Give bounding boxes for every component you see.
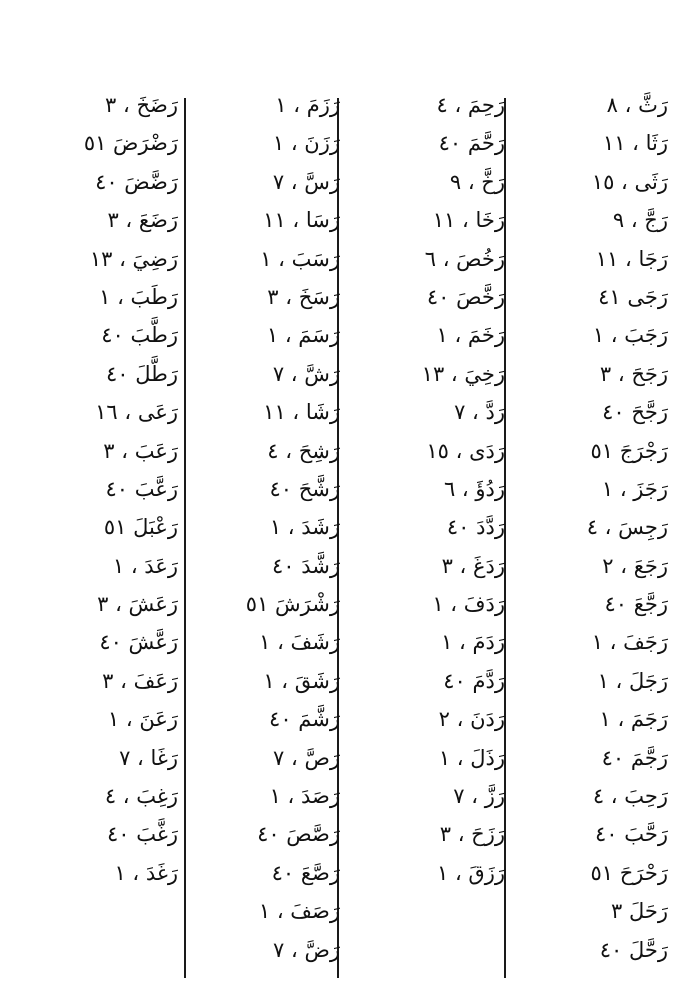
entry: رَعَنَ ، ١ xyxy=(107,707,178,732)
entry: رَجَزَ ، ١ xyxy=(601,476,668,501)
entry: رَطَّلَ ٤٠ xyxy=(106,361,178,386)
entry: رَضَّضَ ٤٠ xyxy=(95,169,178,194)
entry: رَزَقَ ، ١ xyxy=(437,860,505,885)
column-4 xyxy=(28,88,178,894)
entry: رَصَفَ ، ١ xyxy=(258,899,340,924)
entry: رَغَا ، ٧ xyxy=(119,745,178,770)
entry: رَثَا ، ١١ xyxy=(602,131,668,156)
entry: رَجَعَ ، ٢ xyxy=(602,553,668,578)
entry: رَزَمَ ، ١ xyxy=(275,93,340,117)
column-1 xyxy=(518,88,668,971)
entry: رَضَعَ ، ٣ xyxy=(107,208,178,233)
entry: رَدَغَ ، ٣ xyxy=(441,553,505,578)
entry: رَسَخَ ، ٣ xyxy=(267,284,340,309)
entry: رَجِسَ ، ٤ xyxy=(586,515,668,540)
entry: رَحَّمَ ٤٠ xyxy=(438,131,505,156)
entry: رَعَّشَ ٤٠ xyxy=(99,630,178,655)
entry: رَشَّحَ ٤٠ xyxy=(269,476,340,501)
entry: رَعَبَ ، ٣ xyxy=(103,438,178,463)
entry: رَزَّ ، ٧ xyxy=(453,784,505,809)
entry: رَجَمَ ، ١ xyxy=(599,707,668,732)
entry: رَخَّ ، ٩ xyxy=(449,169,505,194)
entry: رَدَى ، ١٥ xyxy=(426,438,505,463)
entry: رَصَّصَ ٤٠ xyxy=(257,822,340,847)
entry: رَجَبَ ، ١ xyxy=(592,323,668,348)
entry: رَطَبَ ، ١ xyxy=(99,284,178,309)
entry: رَدَنَ ، ٢ xyxy=(438,707,505,732)
entry: رَجَّمَ ٤٠ xyxy=(601,745,668,770)
entry: رَسَّ ، ٧ xyxy=(272,169,340,194)
entry: رَخَّصَ ٤٠ xyxy=(426,284,505,309)
entry: رَخَمَ ، ١ xyxy=(436,323,505,348)
entry: رَسَا ، ١١ xyxy=(263,208,340,233)
entry: رَعَفَ ، ٣ xyxy=(102,668,178,693)
entry: رَحِمَ ، ٤ xyxy=(436,93,505,117)
entry: رَضْرَضَ ٥١ xyxy=(83,131,178,156)
entry: رَحَلَ ٣ xyxy=(611,899,668,924)
entry: رَشَقَ ، ١ xyxy=(263,668,340,693)
entry: رَجَحَ ، ٣ xyxy=(599,361,668,386)
entry: رَجَلَ ، ١ xyxy=(597,668,668,693)
entry: رَزَنَ ، ١ xyxy=(272,131,340,156)
entry: رَشَفَ ، ١ xyxy=(259,630,340,655)
entry: رَجَا ، ١١ xyxy=(595,246,668,271)
entry: رَشَا ، ١١ xyxy=(263,400,340,425)
entry: رَخُصَ ، ٦ xyxy=(424,246,505,271)
entry: رَشْرَشَ ٥١ xyxy=(245,592,340,617)
entry: رَغِبَ ، ٤ xyxy=(104,784,178,809)
entry: رَغَّبَ ٤٠ xyxy=(107,822,178,847)
entry: رَثَى ، ١٥ xyxy=(591,169,668,194)
entry: رَعَشَ ، ٣ xyxy=(97,592,178,617)
entry: رَجَّ ، ٩ xyxy=(612,208,668,233)
entry: رَدَّمَ ٤٠ xyxy=(443,668,505,693)
column-3 xyxy=(190,88,340,971)
entry: رَعَدَ ، ١ xyxy=(112,553,178,578)
entry: رَجْرَجَ ٥١ xyxy=(590,438,668,463)
entry: رَضَخَ ، ٣ xyxy=(105,93,178,117)
entry: رَصَدَ ، ١ xyxy=(269,784,340,809)
entry: رَغَدَ ، ١ xyxy=(114,860,178,885)
entry: رَجَّحَ ٤٠ xyxy=(602,400,668,425)
entry: رَطَّبَ ٤٠ xyxy=(101,323,178,348)
entry: رَدَّدَ ٤٠ xyxy=(446,515,505,540)
entry: رَدُؤَ ، ٦ xyxy=(443,476,505,501)
entry: رَشَّدَ ٤٠ xyxy=(272,553,340,578)
entry: رَحَّبَ ٤٠ xyxy=(595,822,668,847)
entry: رَدَفَ ، ١ xyxy=(432,592,505,617)
entry: رَضَّ ، ٧ xyxy=(273,937,340,962)
entry: رَذَلَ ، ١ xyxy=(438,745,505,770)
entry: رَعَّبَ ٤٠ xyxy=(105,476,178,501)
entry: رَجَّعَ ٤٠ xyxy=(604,592,668,617)
entry: رَصَّ ، ٧ xyxy=(273,745,340,770)
entry: رَدَّ ، ٧ xyxy=(454,400,505,425)
entry: رَحِبَ ، ٤ xyxy=(592,784,668,809)
entry: رَعَى ، ١٦ xyxy=(95,400,178,425)
entry: رَشَّمَ ٤٠ xyxy=(269,707,340,732)
entry: رَشَّ ، ٧ xyxy=(272,361,340,386)
entry: رَسَبَ ، ١ xyxy=(260,246,340,271)
entry: رَسَمَ ، ١ xyxy=(266,323,340,348)
column-2 xyxy=(355,88,505,894)
entry: رَخِيَ ، ١٣ xyxy=(421,361,505,386)
entry: رَشَدَ ، ١ xyxy=(269,515,340,540)
column-divider xyxy=(184,98,186,978)
entry: رَدَمَ ، ١ xyxy=(441,630,505,655)
entry: رَحَّلَ ٤٠ xyxy=(599,937,668,962)
entry: رَجَى ٤١ xyxy=(598,284,668,309)
entry: رَحْرَحَ ٥١ xyxy=(590,860,668,885)
entry: رَزَحَ ، ٣ xyxy=(439,822,505,847)
entry: رَشِحَ ، ٤ xyxy=(267,438,340,463)
entry: رَجَفَ ، ١ xyxy=(591,630,668,655)
entry: رَثَّ ، ٨ xyxy=(606,93,668,117)
entry: رَصَّعَ ٤٠ xyxy=(271,860,340,885)
entry: رَخَا ، ١١ xyxy=(432,208,505,233)
entry: رَعْبَلَ ٥١ xyxy=(103,515,178,540)
entry: رَضِيَ ، ١٣ xyxy=(89,246,178,271)
